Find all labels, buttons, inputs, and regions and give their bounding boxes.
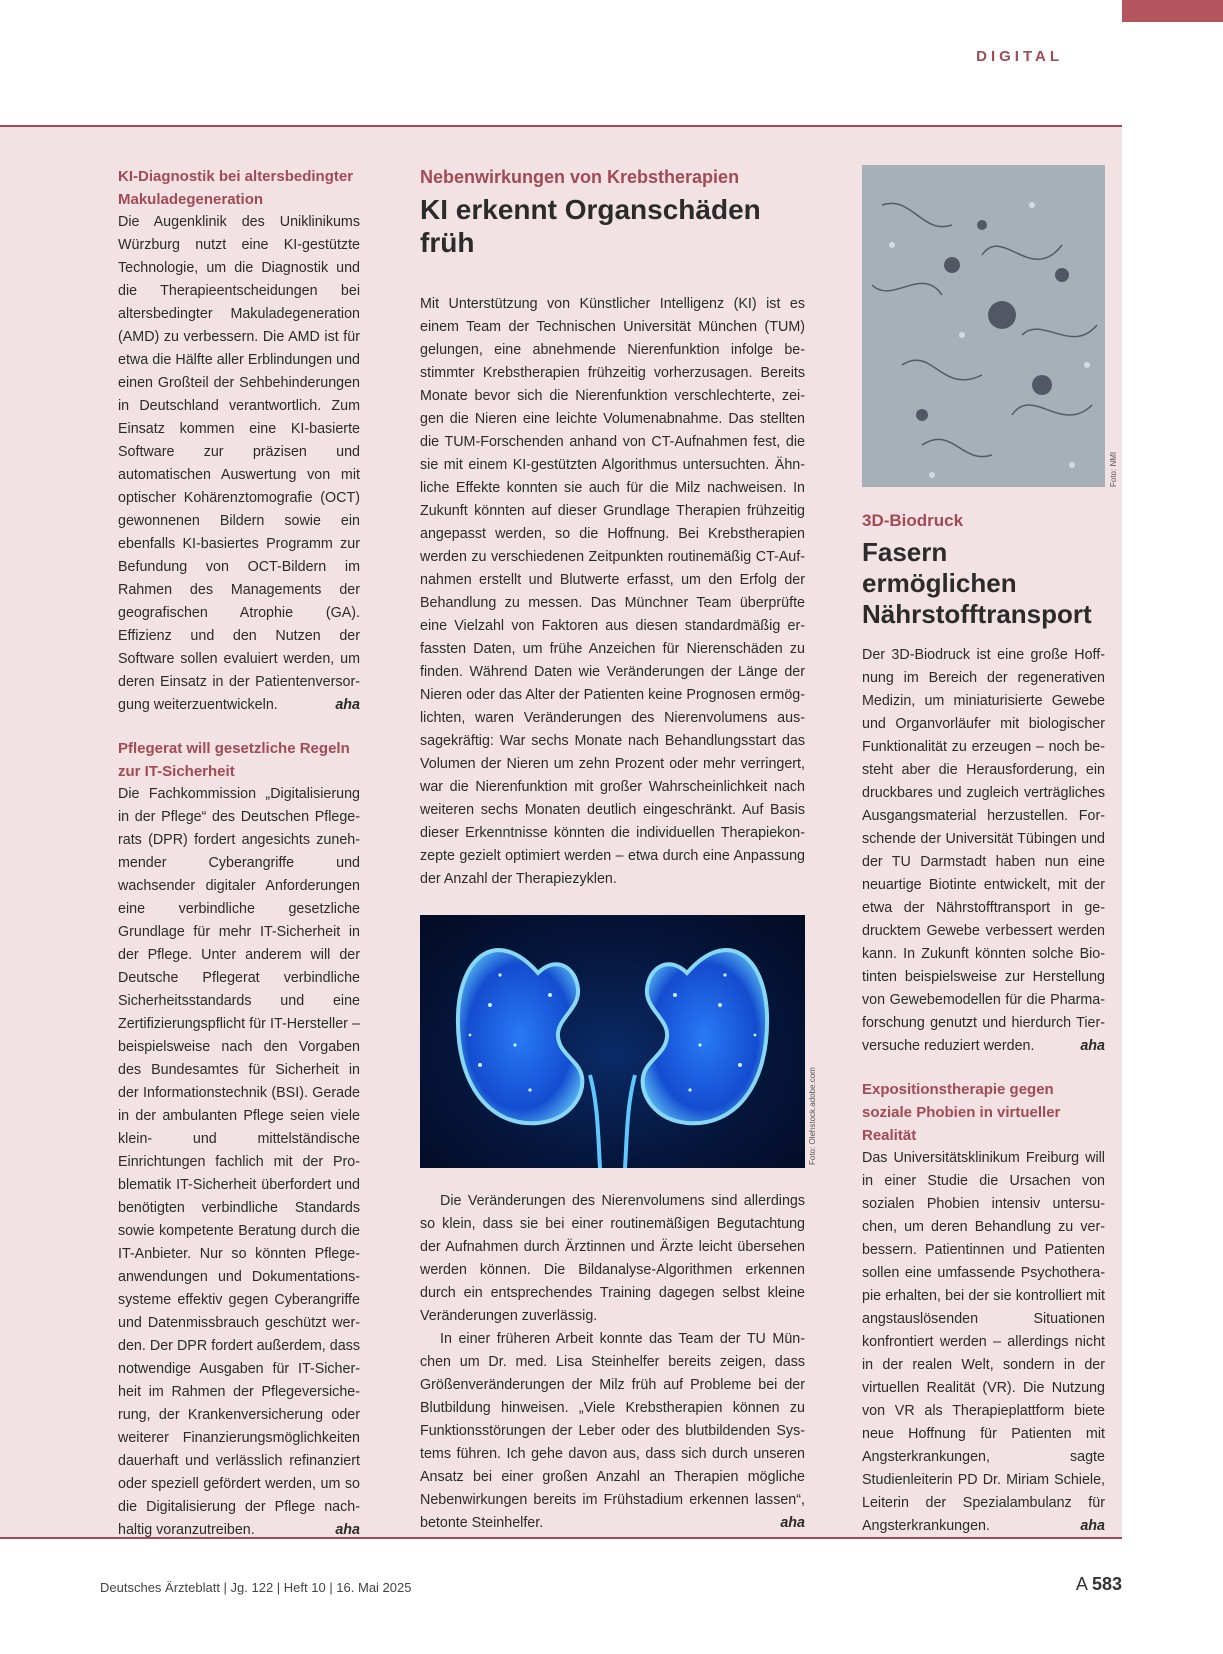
kidney-illustration <box>420 915 817 1168</box>
corner-tab <box>1122 0 1223 22</box>
author-signature: aha <box>335 1522 360 1538</box>
article-headline: KI erkennt Organschäden früh <box>420 194 761 258</box>
item-title: Pflegerat will gesetzliche Regeln zur IT-Sicherheit <box>118 740 350 780</box>
item-body: Die Fachkommission „Digitalisierung in der Pflege“ des Deutschen Pflegerats (DPR) fordert angesichts zunehmender Cyberangriffe und wachsender digitaler Anforderungen eine verbindliche gesetzliche Grundlage für mehr IT-Sicherheit in der Pflege. Unter anderem will der Deutsche Pflegerat verbindliche Sicherheitsstandards und eine Zertifizierungspflicht für IT-Hersteller – beispielsweise nach den Vorgaben des Bundesamtes für Sicherheit in der Informationstechnik (BSI). Gerade in der ambulanten Pflege seien viele klein- und mittelständische Einrichtungen fachlich mit der Problematik IT-Sicherheit überfordert und benötigten verbindliche Standards sowie kompetente Beratung durch die IT-Anbieter. Nur so könnten Pflegeanwendungen und Dokumentationssysteme effektiv gegen Cyberangriffe und Datenmissbrauch geschützt werden. Der DPR fordert außerdem, dass notwendige Ausgaben für IT-Sicherheit im Rahmen der Pflegeversicherung, der Krankenversicherung oder weiterer Finanzierungsmöglichkeiten dauerhaft und verlässlich refinanziert oder speziell gefördert werden, um so die Digitalisierung der Pflege nachhaltig voranzutreiben. aha <box>118 783 360 1542</box>
right-ureter <box>625 1075 635 1168</box>
section-label: DIGITAL <box>976 48 1063 65</box>
article-paragraph: Mit Unterstützung von Künstlicher Intelligenz (KI) ist es einem Team der Technischen Universität München (TUM) gelungen, eine abnehmende Nierenfunktion infolge bestimmter Krebstherapien frühzeitig vorherzusagen. Bereits Monate bevor sich die Nierenfunktion verschlechterte, zeigen die Nieren eine leichte Volumenabnahme. Das stellten die TUM-Forschenden anhand von CT-Aufnahmen fest, die sie mit einem KI-gestützten Algorithmus untersuchten. Ähnliche Effekte konnten sie auch für die Milz nachweisen. In Zukunft könnten auf dieser Grundlage Therapien frühzeitig angepasst werden, so die Hoffnung. Bei Krebstherapien werden zu verschiedenen Zeitpunkten routinemäßig CT-Aufnahmen erstellt und Blutwerte erfasst, um den Erfolg der Behandlung zu messen. Das Münchner Team überprüfte eine Vielzahl von Faktoren aus diesen standardmäßig erfassten Daten, um frühe Anzeichen für Nierenschäden zu finden. Während Daten wie Veränderungen der Länge der Nieren oder das Alter der Patienten keine Prognosen ermöglichten, waren Veränderungen des Nierenvolumens aussagekräftig: War sechs Monate nach Behandlungsstart das Volumen der Nieren um zehn Prozent oder mehr verringert, war die Nierenfunktion mit großer Wahrscheinlichkeit nach weiteren sechs Monaten deutlich eingeschränkt. Auf Basis dieser Erkenntnisse könnten die individuellen Therapiekonzepte gezielt optimiert werden – etwa durch eine Anpassung der Anzahl der Therapiezyklen. <box>420 296 805 887</box>
left-kidney <box>458 950 582 1123</box>
right-column <box>862 165 1118 1538</box>
left-ureter <box>590 1075 600 1168</box>
article-paragraph: In einer früheren Arbeit konnte das Team der TU München um Dr. med. Lisa Steinhelfer bereits zeigen, dass Größenveränderungen der Milz früh auf Probleme bei der Blutbildung hinweisen. „Viele Krebstherapien können zu Funktionsstörungen der Leber oder des blutbildenden Systems führen. Ich gehe davon aus, dass sich durch unseren Ansatz bei einer großen Anzahl an Therapien mögliche Nebenwirkungen bereits im Frühstadium erkennen lassen“, betonte Steinhelfer. aha <box>420 1328 805 1535</box>
item-title: Expositionstherapie gegen soziale Phobien in virtueller Realität <box>862 1081 1061 1144</box>
author-signature: aha <box>780 1515 805 1531</box>
page-prefix: A <box>1075 1574 1087 1594</box>
item-body: Das Universitätsklinikum Freiburg will in einer Studie die Ursachen von sozialen Phobien intensiv untersuchen, um deren Behandlung zu verbessern. Patientinnen und Patienten sollen eine umfassende Psychotherapie erhalten, bei der sie kontrolliert mit angstauslösenden Situationen konfrontiert werden – allerdings nicht in der realen Welt, sondern in der virtuellen Realität (VR). Die Nutzung von VR als Therapieplattform biete neue Hoffnung für Patienten mit Angsterkrankungen, sagte Studienleiterin PD Dr. Miriam Schiele, Leiterin der Spezialambulanz für Angsterkrankungen. aha <box>862 1147 1105 1538</box>
photo-credit: Foto: Olehstock.adobe.com <box>808 1067 817 1165</box>
microscopy-photo <box>862 165 1118 487</box>
author-signature: aha <box>1080 1518 1105 1534</box>
article-kicker: 3D-Biodruck <box>862 511 964 530</box>
microscopy-image <box>862 165 1105 487</box>
author-signature: aha <box>1080 1038 1105 1054</box>
footer-citation: Deutsches Ärzteblatt | Jg. 122 | Heft 10 | 16. Mai 2025 <box>100 1580 412 1595</box>
right-kidney <box>643 950 767 1123</box>
article-kicker: Nebenwirkungen von Krebstherapien <box>420 167 740 187</box>
item-body: Die Augenklinik des Uniklinikums Würzburg nutzt eine KI-gestützte Technologie, um die Diagnostik und die Therapieentscheidungen bei altersbedingter Makuladegeneration (AMD) zu verbessern. Die AMD ist für etwa die Hälfte aller Erblindungen und einen Großteil der Sehbehinderungen in Deutschland verantwortlich. Zum Einsatz kommen eine KI-basierte Software zur präzisen und automatischen Auswertung von mit optischer Kohärenztomografie (OCT) gewonnenen Bildern sowie ein ebenfalls KI-basiertes Programm zur Befundung von OCT-Bildern im Rahmen des Managements der geografischen Atrophie (GA). Effizienz und den Nutzen der Software sollen evaluiert werden, um deren Einsatz in der Patientenversorgung weiterzuentwickeln. aha <box>118 211 360 717</box>
author-signature: aha <box>335 697 360 713</box>
article-paragraph: Der 3D-Biodruck ist eine große Hoffnung im Bereich der regenerativen Medizin, um miniaturisierte Gewebe und Organvorläufer mit biologischer Funktionalität zu erzeugen – noch besteht aber die Herausforderung, ein druckbares und zugleich verträgliches Ausgangsmaterial herzustellen. Forschende der Universität Tübingen und der TU Darmstadt haben nun eine neuartige Biotinte entwickelt, mit der etwa der Nährstofftransport in gedrucktem Gewebe verbessert werden kann. In Zukunft könnten solche Biotinten beispielsweise zur Herstellung von Gewebemodellen für die Pharmaforschung genutzt und hierdurch Tierversuche reduziert werden. aha <box>862 644 1105 1058</box>
article-paragraph: Die Veränderungen des Nierenvolumens sind allerdings so klein, dass sie bei einer routinemäßigen Begutachtung der Aufnahmen durch Ärztinnen und Ärzte leicht übersehen werden können. Die Bildanalyse-Algorithmen erkennen durch ein entsprechendes Training dagegen selbst kleine Veränderungen zuverlässig. <box>420 1193 805 1324</box>
left-column <box>118 165 360 1542</box>
kidney-image <box>420 915 805 1168</box>
photo-credit: Foto: NMI <box>1109 451 1118 487</box>
middle-column <box>420 165 817 1535</box>
item-title: KI-Diagnostik bei altersbedingter Makuladegeneration <box>118 168 354 208</box>
page-number-block <box>1076 1574 1122 1595</box>
page-number: 583 <box>1091 1574 1122 1594</box>
article-headline: Fasern ermöglichen Nährstofftransport <box>862 537 1092 629</box>
